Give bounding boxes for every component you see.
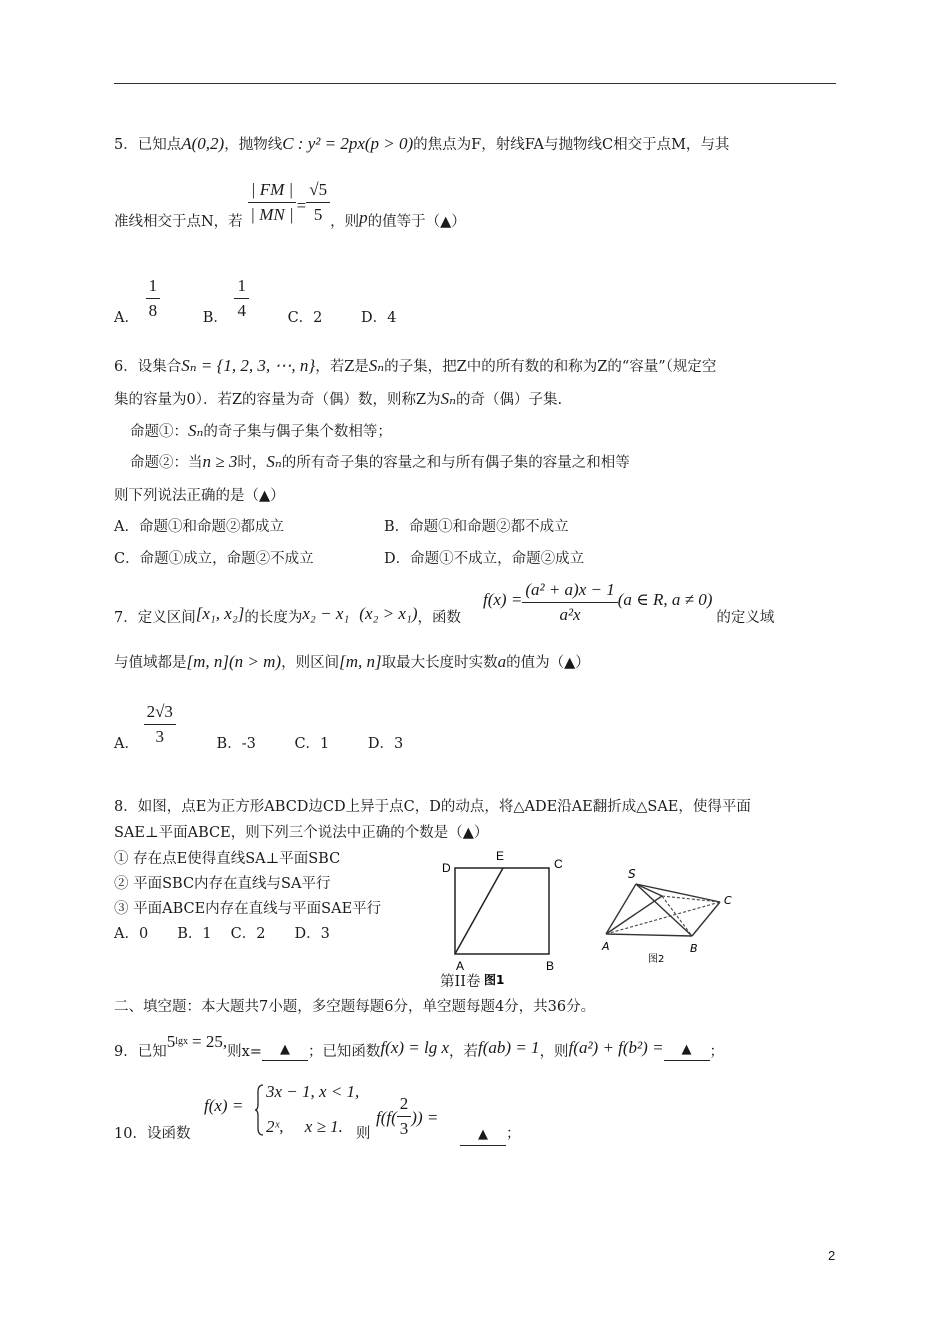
frac-den: 8 — [148, 301, 158, 320]
fig2-label-a: A — [602, 940, 610, 953]
q10-blank-wrap — [460, 1124, 521, 1146]
q6-text: 6．设集合 — [114, 359, 182, 375]
q9-base: 5 — [166, 1032, 176, 1051]
fig2-label-b: B — [690, 942, 698, 955]
q5-rhs-fraction — [306, 180, 330, 225]
q6-option-c: C．命题①成立，命题②不成立 — [114, 551, 314, 567]
q5-option-b: B． — [202, 310, 228, 326]
q9-equals: = 25, — [192, 1032, 228, 1051]
q6-proposition-1 — [130, 421, 392, 442]
q8-line2: SAE⊥平面ABCE，则下列三个说法中正确的个数是（▲） — [114, 825, 489, 841]
fig2-label-s: S — [628, 867, 636, 881]
q7-option-b: B．-3 — [216, 736, 256, 752]
q6-text: 时， — [237, 455, 267, 471]
q7-text: ，函数 — [417, 610, 461, 626]
q8-options: A．0 B．1 C．2 D．3 — [114, 926, 330, 942]
q8-statement-3: ③ 平面ABCE内存在直线与平面SAE平行 — [114, 901, 382, 917]
q5-text: 的焦点为F，射线FA与抛物线C相交于点M，与其 — [413, 137, 730, 153]
frac-num: 2√3 — [144, 702, 176, 725]
q5-text: ，则 — [330, 214, 360, 230]
q7-text: 的值为（▲） — [506, 655, 590, 671]
q6-text: 的子集，把Z中的所有数的和称为Z的“容量”（规定空 — [384, 359, 717, 375]
q5-option-a-frac — [146, 276, 161, 321]
q5-ratio-fraction — [247, 180, 296, 225]
q6-text: 的奇（偶）子集. — [456, 392, 563, 408]
q9-answer-blank-2[interactable]: ▲ — [664, 1032, 710, 1061]
fig2-caption: 图2 — [648, 954, 665, 965]
q10-ff-end: )) = — [411, 1108, 439, 1127]
q6-option-d: D．命题①不成立，命题②成立 — [384, 551, 585, 567]
q7-option-a-frac — [144, 702, 176, 747]
q7-interval-mn: [m, n] — [339, 652, 382, 671]
q6-option-a: A．命题①和命题②都成立 — [114, 519, 284, 535]
q5-option-b-frac — [234, 276, 249, 321]
q6-condition: n ≥ 3 — [202, 452, 238, 471]
q7-text: ，则区间 — [281, 655, 340, 671]
edge-bc — [692, 902, 720, 936]
q6-text: 的所有奇子集的容量之和与所有偶子集的容量之和相等 — [281, 455, 630, 471]
q10-fraction — [397, 1094, 412, 1139]
frac-num: 2 — [397, 1094, 412, 1117]
q7-length: x₂ − x₁ — [302, 604, 350, 623]
q7-option-d: D．3 — [367, 736, 404, 752]
edge-ab — [606, 934, 692, 936]
q7-condition: (x₂ > x₁) — [359, 604, 418, 623]
frac-num: 1 — [234, 276, 249, 299]
q6-text: 的奇子集与偶子集个数相等； — [203, 424, 392, 440]
q10-brace-icon — [254, 1084, 264, 1136]
q6-line1 — [114, 356, 716, 377]
frac-den: 3 — [155, 727, 165, 746]
q7-f-fraction — [522, 580, 617, 625]
q5-text: ，抛物线 — [224, 137, 283, 153]
edge-sb — [636, 884, 692, 936]
q7-text: 7．定义区间 — [114, 610, 196, 626]
square-abcd — [455, 868, 549, 954]
q7-line2 — [114, 652, 590, 673]
fig2-label-c: C — [724, 894, 732, 907]
edge-ec-dashed — [662, 896, 720, 902]
frac-den: 4 — [237, 301, 246, 320]
header-rule — [114, 83, 836, 84]
q5-equals: = — [296, 196, 307, 215]
q5-ratio-num: | FM | — [248, 180, 296, 203]
q6-sn: Sₙ — [188, 421, 204, 440]
q10-text: 则 — [356, 1126, 371, 1142]
q9-text: 则x= — [227, 1044, 262, 1060]
q6-sn: Sₙ — [368, 356, 385, 375]
q5-rhs-den: 5 — [313, 205, 323, 224]
q7-options — [114, 702, 403, 754]
frac-num: 1 — [146, 276, 161, 299]
q7-line1 — [114, 580, 775, 628]
q5-option-a: A． — [114, 310, 139, 326]
q10-ff: f(f( — [376, 1108, 397, 1127]
q6-question: 则下列说法正确的是（▲） — [114, 488, 285, 504]
q9-text: 9．已知 — [114, 1044, 167, 1060]
q9-exponent: lgx — [175, 1036, 189, 1047]
q5-p-var: p — [359, 208, 368, 227]
q7-f-condition: (a ∈ R, a ≠ 0) — [617, 590, 713, 609]
q6-option-b: B．命题①和命题②都不成立 — [384, 519, 569, 535]
q9-text: ；已知函数 — [307, 1044, 381, 1060]
q6-set: Sₙ = {1, 2, 3, ⋯, n} — [181, 356, 316, 375]
q6-sn: Sₙ — [266, 452, 282, 471]
edge-se — [636, 884, 662, 896]
q7-option-c: C．1 — [294, 736, 330, 752]
q5-rhs-num: √5 — [306, 180, 330, 203]
q6-text: 集的容量为0）．若Z的容量为奇（偶）数，则称Z为 — [114, 392, 441, 408]
fig1-label-e: E — [496, 849, 505, 863]
q9-expression: f(a²) + f(b²) = — [568, 1038, 664, 1057]
q5-option-d: D．4 — [361, 310, 397, 326]
q9-function: f(x) = lg x — [380, 1038, 450, 1057]
frac-den: 3 — [399, 1119, 409, 1138]
q5-line2 — [114, 180, 466, 232]
fig1-label-c: C — [554, 857, 563, 871]
fig1-label-d: D — [442, 861, 451, 875]
q9-text: ； — [709, 1044, 725, 1060]
q5-parabola: C : y² = 2px(p > 0) — [282, 134, 414, 153]
q6-text: ，若Z是 — [315, 359, 369, 375]
q10-answer-blank[interactable]: ▲ — [460, 1125, 506, 1146]
q9-line — [114, 1032, 724, 1062]
q9-text: ，则 — [539, 1044, 569, 1060]
q7-text: 取最大长度时实数 — [381, 655, 498, 671]
section-label: 第II卷 — [440, 974, 481, 990]
edge-eb-dashed — [662, 896, 692, 936]
figure-2-folded — [596, 862, 746, 972]
q5-options — [114, 276, 396, 328]
q8-statement-1: ① 存在点E使得直线SA⊥平面SBC — [114, 851, 341, 867]
q7-text: 的定义域 — [716, 610, 775, 626]
frac-num: (a² + a)x − 1 — [522, 580, 617, 603]
segment-ae — [455, 868, 503, 954]
q5-ratio-den: | MN | — [250, 205, 294, 224]
frac-den: a²x — [559, 605, 581, 624]
edge-ae — [606, 896, 662, 934]
q5-text: 的值等于（▲） — [367, 214, 466, 230]
q7-text: 的长度为 — [244, 610, 303, 626]
q5-option-c: C．2 — [287, 310, 323, 326]
q6-proposition-2 — [130, 452, 630, 473]
page-number: 2 — [828, 1248, 836, 1263]
q9-text: ，若 — [449, 1044, 479, 1060]
q10-case-2: 2ˣ, x ≥ 1. — [266, 1117, 343, 1136]
q5-line1 — [114, 134, 729, 155]
q5-text: 准线相交于点N，若 — [114, 214, 243, 230]
q7-f-lhs: f(x) = — [483, 590, 523, 609]
q7-a-var: a — [497, 652, 507, 671]
q8-line1: 8．如图，点E为正方形ABCD边CD上异于点C，D的动点，将△ADE沿AE翻折成△SAE，使得平面 — [114, 799, 751, 815]
q5-point-a: A(0,2) — [181, 134, 225, 153]
q5-text: 5．已知点 — [114, 137, 182, 153]
fig1-label-a: A — [456, 959, 465, 973]
q6-sn: Sₙ — [440, 389, 457, 408]
q9-answer-blank-1[interactable]: ▲ — [262, 1032, 308, 1061]
q6-text: 命题①： — [130, 424, 188, 440]
fig1-label-b: B — [546, 959, 555, 973]
q10-expression — [376, 1094, 438, 1139]
q9-condition: f(ab) = 1 — [478, 1038, 540, 1057]
section-2-heading: 二、填空题：本大题共7小题，多空题每题6分，单空题每题4分，共36分。 — [114, 999, 596, 1015]
q10-text: ； — [506, 1126, 521, 1142]
q10-f-lhs: f(x) = — [204, 1096, 244, 1115]
q6-line2 — [114, 389, 562, 410]
q6-text: 命题②：当 — [130, 455, 203, 471]
q7-interval: [x₁, x₂] — [195, 604, 245, 623]
q7-text: 与值域都是 — [114, 655, 187, 671]
q7-option-a: A． — [114, 736, 139, 752]
q10-case-1: 3x − 1, x < 1, — [266, 1082, 360, 1101]
q10-text: 10．设函数 — [114, 1126, 191, 1142]
q7-interval-mn: [m, n](n > m) — [186, 652, 282, 671]
edge-sc — [636, 884, 720, 902]
q8-statement-2: ② 平面SBC内存在直线与SA平行 — [114, 876, 331, 892]
fig1-caption: 图1 — [484, 973, 505, 987]
